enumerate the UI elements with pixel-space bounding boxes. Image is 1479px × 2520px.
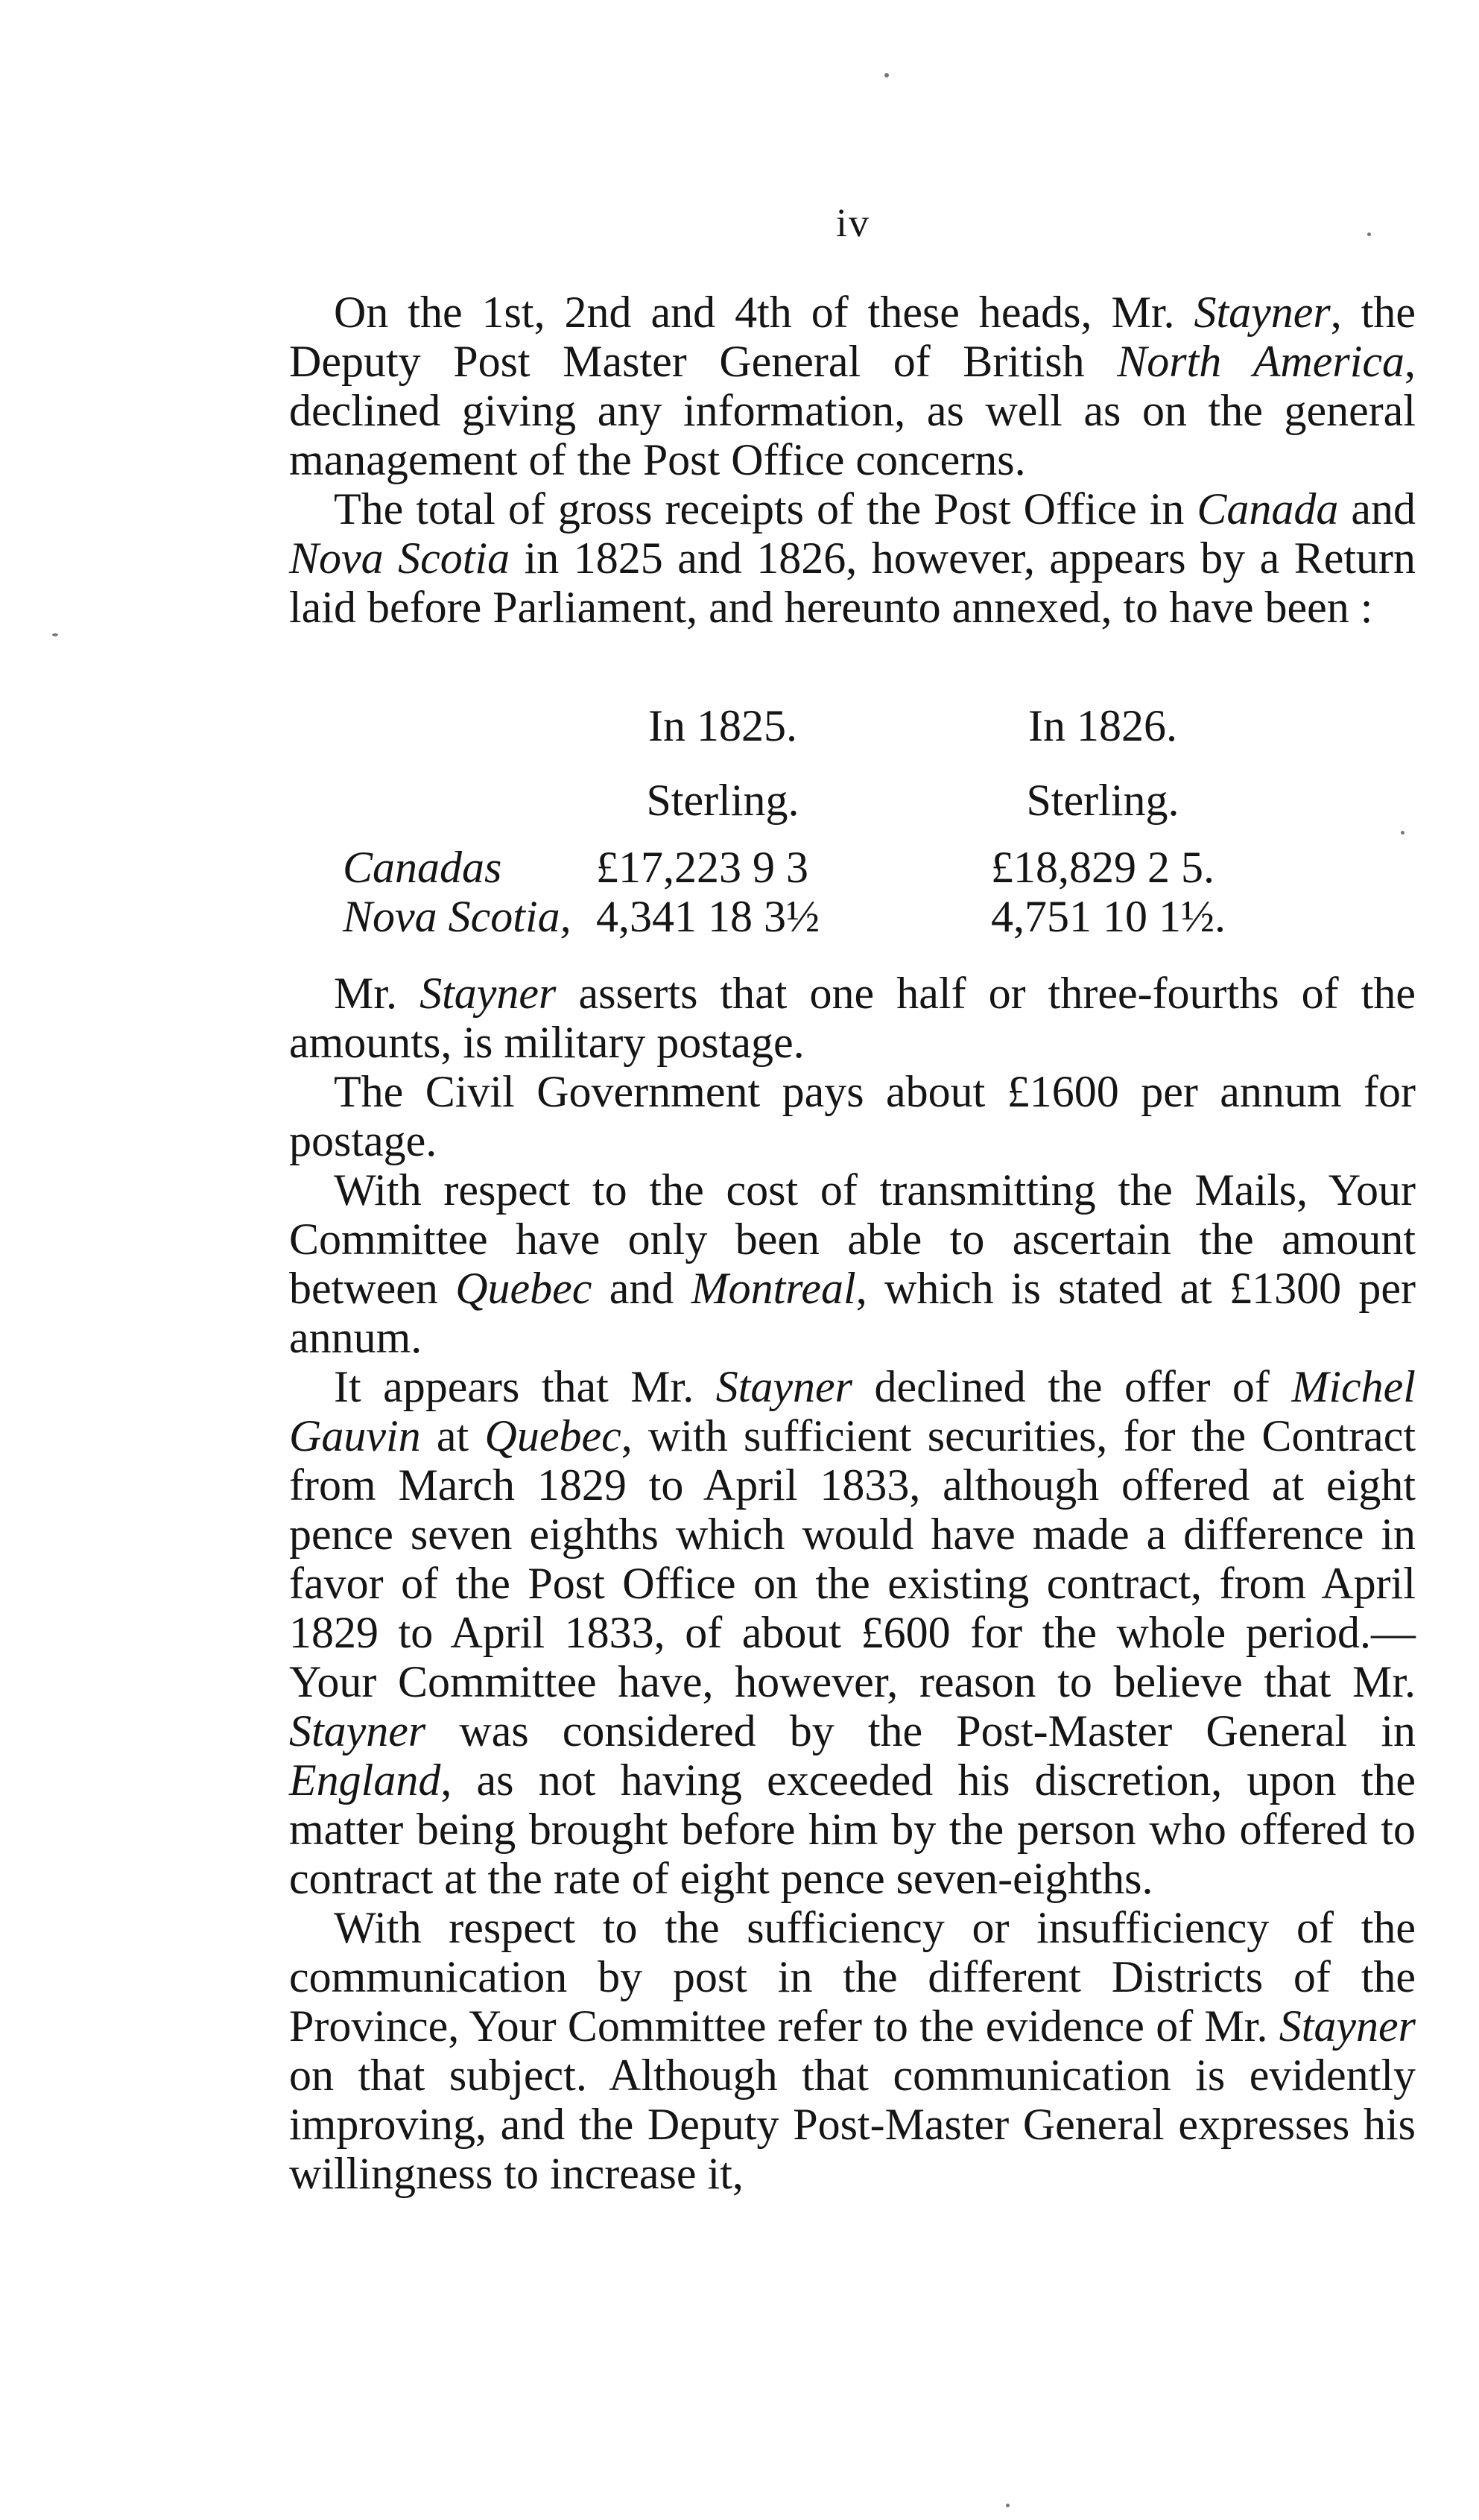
text-run: on that subject. Although that communication is evidently improving, and the Deputy Post-Master General expresses his willingness to increase it,	[289, 2051, 1416, 2198]
currency-label-1825: Sterling.	[646, 776, 799, 825]
paragraph	[289, 1165, 1416, 1362]
italic-text-run: Stayner	[419, 969, 557, 1018]
text-run: , with sufficient securities, for the Contract from March 1829 to April 1833, although offered at eight pence seven eighths which would have made a difference in favor of the Post Office on the existing contract, from April 1829 to April 1833, of about £600 for the whole period.— Your Committee have, however, reason to believe that Mr.	[289, 1411, 1416, 1706]
row-place: Canadas	[343, 843, 502, 892]
italic-text-run: Canada	[1197, 484, 1339, 534]
italic-text-run: North America	[1117, 337, 1404, 386]
text-run: Mr.	[334, 969, 420, 1018]
text-run: The Civil Government pays about £1600 per annum for postage.	[289, 1067, 1416, 1165]
italic-text-run: Stayner	[715, 1362, 853, 1411]
italic-text-run: Stayner	[1279, 2001, 1416, 2051]
italic-text-run: Quebec	[484, 1411, 621, 1460]
text-run: , the Deputy Post Master General of British	[289, 288, 1416, 386]
page-number: iv	[835, 200, 870, 245]
text-run: and	[592, 1264, 691, 1313]
body-text-top	[289, 288, 1416, 632]
italic-text-run: Stayner	[289, 1706, 426, 1756]
row-place: Nova Scotia,	[343, 892, 571, 941]
text-run: With respect to the sufficiency or insufficiency of the communication by post in the different Districts of the Province, Your Committee refer to the evidence of Mr.	[289, 1903, 1416, 2051]
paragraph	[289, 288, 1416, 484]
paragraph	[289, 1362, 1416, 1903]
paragraph	[289, 969, 1416, 1067]
paragraph	[289, 484, 1416, 632]
text-run: , which is stated at £1300 per annum.	[289, 1264, 1416, 1362]
italic-text-run: Michel Gauvin	[289, 1362, 1416, 1460]
row-value-1825: £17,223 9 3	[596, 843, 808, 892]
body-text-bottom	[289, 969, 1416, 2198]
currency-label-1826: Sterling.	[1026, 776, 1179, 825]
text-run: It appears that Mr.	[334, 1362, 716, 1411]
paragraph	[289, 1903, 1416, 2198]
text-run: and	[1338, 484, 1416, 534]
row-value-1825: 4,341 18 3½	[596, 892, 820, 941]
text-run: declined the offer of	[852, 1362, 1292, 1411]
text-run: asserts that one half or three-fourths of the amounts, is military postage.	[289, 969, 1416, 1067]
text-run: The total of gross receipts of the Post Office in	[334, 484, 1197, 534]
text-run: , as not having exceeded his discretion, upon the matter being brought before him by the person who offered to contract at the rate of eight pence seven-eighths.	[289, 1756, 1416, 1903]
italic-text-run: Quebec	[455, 1264, 592, 1313]
text-run: in 1825 and 1826, however, appears by a Return laid before Parliament, and hereunto annexed, to have been :	[289, 534, 1416, 632]
column-heading-1825: In 1825.	[648, 701, 797, 750]
paragraph	[289, 1067, 1416, 1165]
column-heading-1826: In 1826.	[1028, 701, 1177, 750]
italic-text-run: Stayner	[1194, 288, 1331, 337]
text-run: at	[420, 1411, 485, 1460]
text-run: was considered by the Post-Master General in	[425, 1706, 1416, 1756]
text-run: , declined giving any information, as well as on the general management of the Post Office concerns.	[289, 337, 1416, 484]
italic-text-run: England	[289, 1756, 441, 1805]
italic-text-run: Nova Scotia	[289, 534, 510, 583]
row-value-1826: 4,751 10 1½.	[991, 892, 1226, 941]
italic-text-run: Montreal	[691, 1264, 856, 1313]
text-run: On the 1st, 2nd and 4th of these heads, Mr.	[334, 288, 1194, 337]
row-value-1826: £18,829 2 5.	[991, 843, 1214, 892]
text-run: With respect to the cost of transmitting the Mails, Your Committee have only been able to ascertain the amount between	[289, 1165, 1416, 1313]
